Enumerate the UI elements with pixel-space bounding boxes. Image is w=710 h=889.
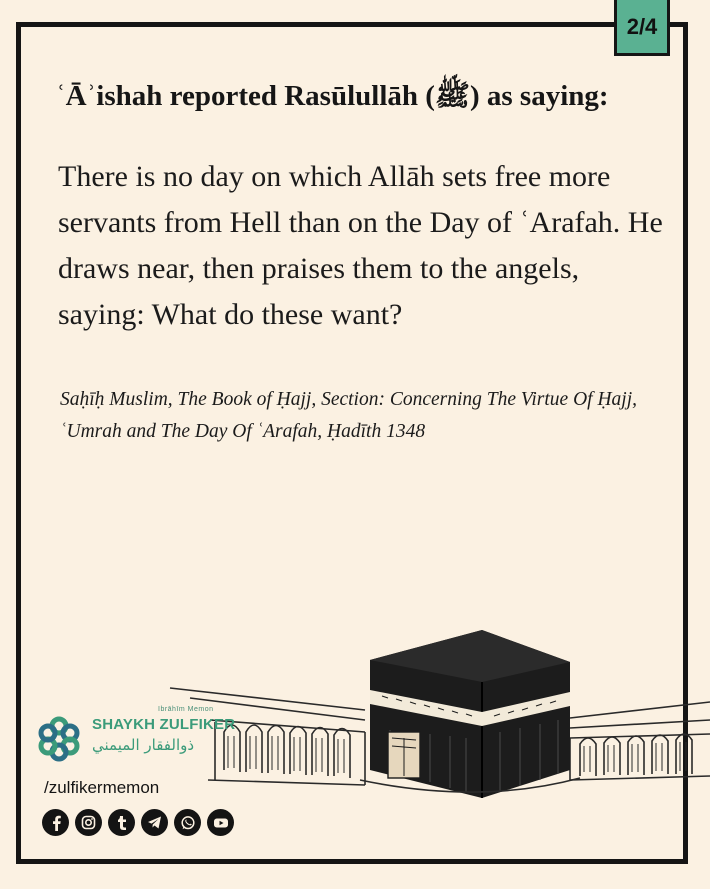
facebook-icon[interactable]	[42, 809, 69, 836]
telegram-icon[interactable]	[141, 809, 168, 836]
logo-knot-icon	[36, 716, 82, 762]
youtube-icon[interactable]	[207, 809, 234, 836]
brand-name: SHAYKH ZULFIKER	[92, 716, 236, 733]
tumblr-icon[interactable]	[108, 809, 135, 836]
social-handle[interactable]: /zulfikermemon	[44, 778, 160, 797]
page-indicator-badge: 2/4	[614, 0, 670, 56]
hadith-source: Saḥīḥ Muslim, The Book of Ḥajj, Section: Concerning The Virtue Of Ḥajj, ʿUmrah and The Day Of ʿArafah, Ḥadīth 1348	[60, 389, 637, 442]
brand-arabic-name: ذوالفقار الميمني	[92, 736, 195, 754]
instagram-icon[interactable]	[75, 809, 102, 836]
whatsapp-icon[interactable]	[174, 809, 201, 836]
narration-heading: ʿĀʾishah reported Rasūlullāh (ﷺ) as saying:	[56, 80, 609, 112]
hadith-text: There is no day on which Allāh sets free more servants from Hell than on the Day of ʿArafah. He draws near, then praises them to the angels, saying: What do these want?	[58, 160, 663, 331]
social-icons-row	[42, 809, 234, 836]
kaaba-illustration	[160, 620, 710, 800]
brand-subtitle: Ibrāhīm Memon	[158, 706, 214, 713]
